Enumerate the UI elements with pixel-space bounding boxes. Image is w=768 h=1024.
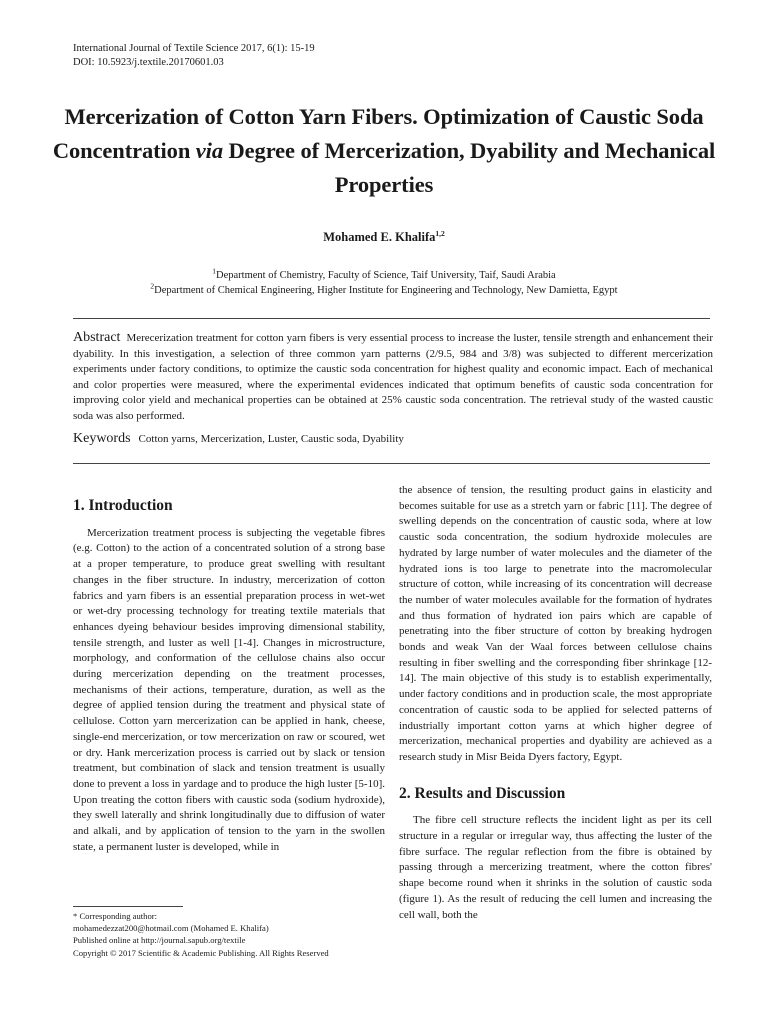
keywords-heading: Keywords	[73, 431, 131, 446]
affiliation-1-text: Department of Chemistry, Faculty of Science, Taif University, Taif, Saudi Arabia	[216, 270, 556, 281]
affiliation-2	[0, 283, 768, 298]
journal-citation: International Journal of Textile Science 2017, 6(1): 15-19	[73, 43, 315, 54]
abstract-heading: Abstract	[73, 330, 121, 345]
affiliation-2-text: Department of Chemical Engineering, Higher Institute for Engineering and Technology, New Damietta, Egypt	[154, 285, 618, 296]
affiliation-1-marker: 1	[212, 266, 217, 276]
affiliation-1	[0, 268, 768, 283]
footnote-divider	[73, 906, 183, 907]
author-affiliation-marker: 1,2	[435, 228, 445, 238]
footnote-corresponding: * Corresponding author:	[73, 911, 158, 921]
author-name: Mohamed E. Khalifa	[323, 230, 436, 244]
footnote-published[interactable]: Published online at http://journal.sapub.org/textile	[73, 935, 246, 946]
affiliation-2-marker: 2	[150, 281, 155, 291]
column-right	[399, 483, 712, 923]
author-line	[0, 230, 768, 245]
abstract-text: Merecerization treatment for cotton yarn fibers is very essential process to increase the luster, tensile strength and enhancement their dyability. In this investigation, a selection of three common yarn patterns (2/9.5, 984 and 3/8) was subjected to different mercerization experiments under factory conditions, to optimize the caustic soda concentration for highest quality and economic impact. Each of mechanical and color properties were measured, where the experimental evidences indicated that optimum benefits of caustic soda concentration for improving color yield and mechanical properties can be obtained at 25% caustic soda concentration. The retrieval study of the wasted caustic soda was also performed.	[73, 332, 713, 422]
keywords-text: Cotton yarns, Mercerization, Luster, Caustic soda, Dyability	[138, 433, 404, 445]
intro-paragraph: Mercerization treatment process is subjecting the vegetable fibres (e.g. Cotton) to the action of a concentrated solution of a strong base at a proper temperature, to produce great swelling with resultant changes in the fiber structure. In industry, mercerization of cotton fabrics and yarn fibers is an essential preparation process in wet-wet or wet-dry processing technology for treating textile materials that enhances dyeing behaviour besides improving dimensional stability, tensile strength, and luster as well [1-4]. Changes in microstructure, morphology, and conformation of the cellulose chains also occur during mercerization depending on the treatment processes, mechanisms of their actions, temperature, duration, as well as the degree of applied tension during the treatment and physical state of cellulose. Cotton yarn mercerization can be applied in hank, cheese, single-end mercerization, or tow mercerization on raw or scoured, wet or dry. Hank mercerization process is carried out by slack or tension treatment, but combination of slack and tension treatment is usually done to prevent a loss in yardage and to produce the high luster [5-10]. Upon treating the cotton fibers with caustic soda (sodium hydroxide), they swell laterally and shrink longitudinally due to diffusion of water and alkali, and by application of tension to the yarn in the swollen state, a permanent luster is developed, while in	[73, 526, 385, 853]
title-part-2: Degree of Mercerization, Dyability and Mechanical Properties	[222, 138, 716, 197]
footnote-copyright: Copyright © 2017 Scientific & Academic Publishing. All Rights Reserved	[73, 947, 329, 958]
journal-header	[73, 42, 315, 70]
column-left	[73, 498, 385, 855]
affiliations	[0, 268, 768, 298]
title-italic: via	[195, 138, 223, 163]
paper-title	[40, 100, 728, 202]
footnote-block	[73, 910, 393, 959]
doi-link[interactable]: DOI: 10.5923/j.textile.20170601.03	[73, 57, 224, 68]
title-part-1: Mercerization of Cotton Yarn Fibers. Optimization of Caustic Soda Concentration	[52, 104, 704, 163]
abstract-block	[73, 330, 713, 424]
section-heading-results: 2. Results and Discussion	[399, 784, 566, 802]
keywords-block	[73, 431, 713, 447]
divider-bottom	[73, 463, 710, 464]
footnote-email[interactable]: mohamedezzat200@hotmail.com (Mohamed E. Khalifa)	[73, 923, 269, 934]
divider-top	[73, 318, 710, 319]
intro-continued-paragraph: the absence of tension, the resulting product gains in elasticity and becomes suitable for use as a stretch yarn or fabric [11]. The degree of swelling depends on the concentration of caustic soda, where at low caustic soda concentration, the sodium hydroxide molecules are hydrated by large number of water molecules and the diameter of the hydrated ions is too large to penetrate into the macromolecular structure of cotton, while increasing of its concentration will decrease the number of water molecules available for the formation of hydrates and thus formation of hydrated ion pairs which are capable of penetrating into the fiber structure of cotton by breaking hydrogen bonds and weak Van der Waal forces between cellulose chains resulting in fiber swelling and the corresponding fiber shrinkage [12-14]. The main objective of this study is to establish experimentally, under factory conditions and in production scale, the most appropriate concentration of caustic soda to be applied for selected patterns of industrially important cotton yarns at which higher degree of mercerization, mechanical properties and dyability are achieved as a research study in Misr Beida Dyers factory, Egypt.	[399, 484, 712, 763]
results-paragraph: The fibre cell structure reflects the incident light as per its cell structure in a regular or irregular way, thus affecting the luster of the fibre surface. The regular reflection from the fibre is obtained by passing through a mercerizing treatment, where the cotton fibres' shape become round when it shrinks in the solution of caustic soda (figure 1). As the result of reducing the cell lumen and increasing the cell wall, both the	[399, 814, 712, 921]
section-heading-introduction: 1. Introduction	[73, 497, 173, 514]
